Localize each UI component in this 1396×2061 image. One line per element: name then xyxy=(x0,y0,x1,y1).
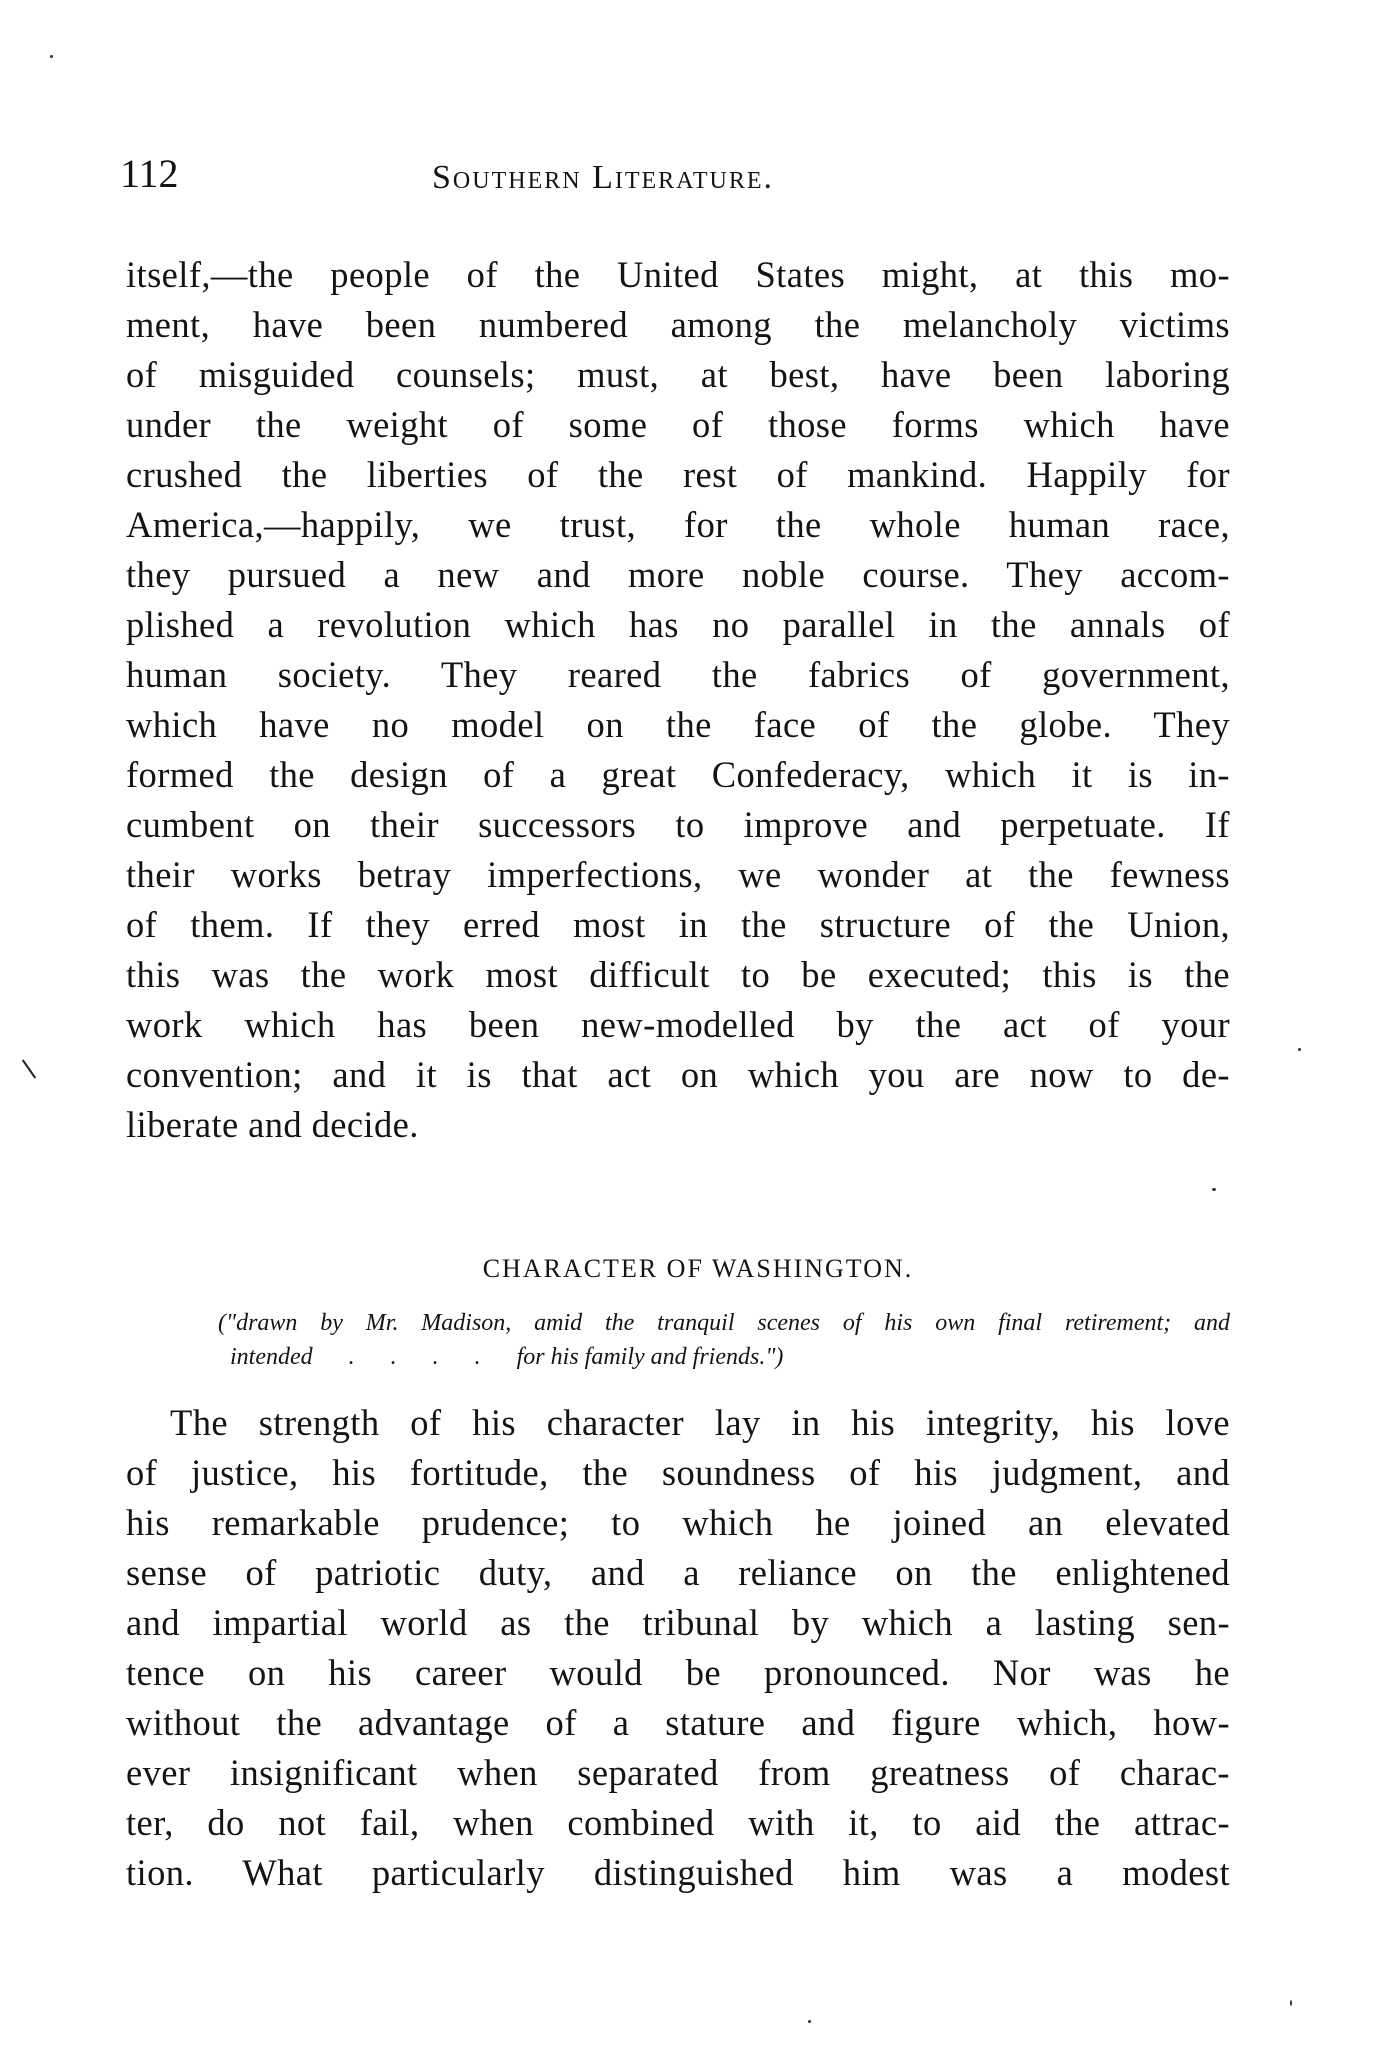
text-line: this was the work most difficult to be executed; this is the xyxy=(126,954,1230,995)
text-line: of them. If they erred most in the structure of the Union, xyxy=(126,904,1230,945)
text-line: cumbent on their successors to improve and perpetuate. If xyxy=(126,804,1230,845)
scan-speck xyxy=(1212,1188,1216,1191)
text-line: which have no model on the face of the globe. They xyxy=(126,704,1230,745)
text-line: plished a revolution which has no parallel in the annals of xyxy=(126,604,1230,645)
text-line: his remarkable prudence; to which he joined an elevated xyxy=(126,1502,1230,1543)
text-line: their works betray imperfections, we wonder at the fewness xyxy=(126,854,1230,895)
scan-speck xyxy=(1298,1048,1301,1051)
text-line: ever insignificant when separated from greatness of charac- xyxy=(126,1752,1230,1793)
scan-speck xyxy=(50,55,53,58)
text-line: human society. They reared the fabrics of government, xyxy=(126,654,1230,695)
text-line: under the weight of some of those forms which have xyxy=(126,404,1230,445)
text-line: and impartial world as the tribunal by which a lasting sen- xyxy=(126,1602,1230,1643)
text-line: tence on his career would be pronounced. Nor was he xyxy=(126,1652,1230,1693)
text-line: sense of patriotic duty, and a reliance on the enlightened xyxy=(126,1552,1230,1593)
note-line: intended . . . . for his family and friends.") xyxy=(230,1344,784,1370)
page-number: 112 xyxy=(120,151,179,196)
text-line: of misguided counsels; must, at best, have been laboring xyxy=(126,354,1230,395)
body-paragraph-1 xyxy=(126,250,1230,1150)
scan-speck xyxy=(808,2020,811,2023)
running-head: Southern Literature. xyxy=(432,159,774,196)
text-line: crushed the liberties of the rest of mankind. Happily for xyxy=(126,454,1230,495)
text-line: work which has been new-modelled by the act of your xyxy=(126,1004,1230,1045)
text-line: convention; and it is that act on which you are now to de- xyxy=(126,1054,1230,1095)
text-line: formed the design of a great Confederacy, which it is in- xyxy=(126,754,1230,795)
scan-mark xyxy=(22,1059,36,1078)
text-line: they pursued a new and more noble course. They accom- xyxy=(126,554,1230,595)
text-line: liberate and decide. xyxy=(126,1104,419,1145)
text-line: ment, have been numbered among the melancholy victims xyxy=(126,304,1230,345)
text-line: ter, do not fail, when combined with it, to aid the attrac- xyxy=(126,1802,1230,1843)
text-line: tion. What particularly distinguished him was a modest xyxy=(126,1852,1230,1893)
text-line: itself,—the people of the United States might, at this mo- xyxy=(126,254,1230,295)
text-line: without the advantage of a stature and figure which, how- xyxy=(126,1702,1230,1743)
text-line: of justice, his fortitude, the soundness of his judgment, and xyxy=(126,1452,1230,1493)
text-line: America,—happily, we trust, for the whole human race, xyxy=(126,504,1230,545)
section-title: CHARACTER OF WASHINGTON. xyxy=(482,1254,914,1283)
note-line: ("drawn by Mr. Madison, amid the tranquil scenes of his own final retirement; and xyxy=(218,1310,1230,1336)
body-paragraph-2 xyxy=(126,1398,1230,1898)
text-line: The strength of his character lay in his integrity, his love xyxy=(170,1402,1230,1443)
section-note xyxy=(218,1306,1230,1374)
scan-speck xyxy=(1290,2000,1292,2006)
